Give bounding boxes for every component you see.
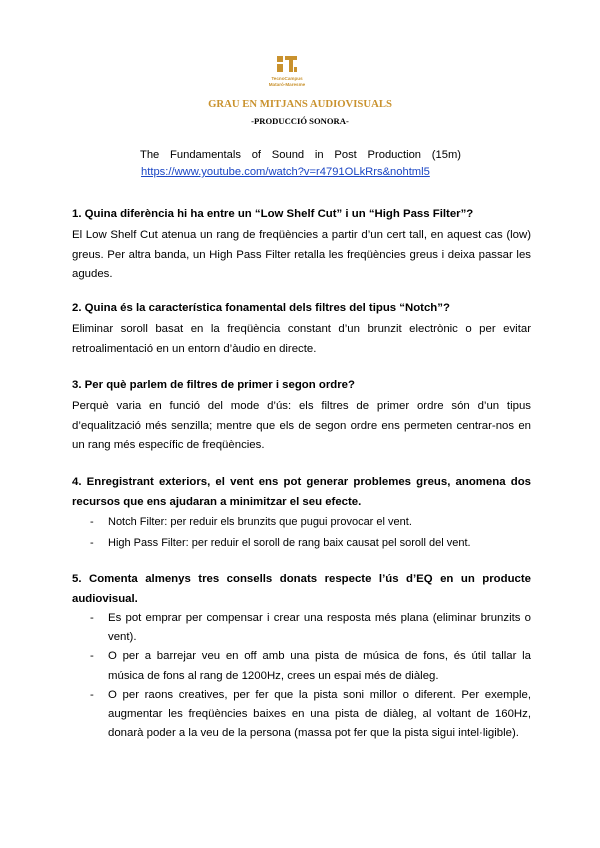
question-heading-line: recursos que ens ajudaran a minimitzar el seu efecte. <box>72 495 362 508</box>
answer-line: El Low Shelf Cut atenua un rang de freqüències a partir d’un cert tall, en aquest cas (low) <box>72 229 531 241</box>
question-4 <box>72 473 531 554</box>
tecnocampus-logo-mark <box>277 56 297 72</box>
video-link[interactable]: https://www.youtube.com/watch?v=r4791OLkRrs&nohtml5 <box>141 166 430 178</box>
bullet-item <box>72 686 531 744</box>
question-heading-line: 1. Quina diferència hi ha entre un “Low Shelf Cut” i un “High Pass Filter”? <box>72 208 474 220</box>
bullet-marker: - <box>90 516 94 528</box>
question-1 <box>72 205 531 285</box>
bullet-line: vent). <box>108 631 137 644</box>
answer-line: Eliminar soroll basat en la freqüència constant d’un brunzit electrònic o per evitar <box>72 323 531 335</box>
answer <box>72 226 531 285</box>
subject-subtitle: -PRODUCCIÓ SONORA- <box>251 116 349 126</box>
bullet-line: High Pass Filter: per reduir el soroll de rang baix causat pel soroll del vent. <box>108 537 471 549</box>
question-5 <box>72 570 531 743</box>
question-heading-line: audiovisual. <box>72 592 138 605</box>
bullet-marker: - <box>90 650 94 663</box>
answer <box>72 320 531 359</box>
bullet-item <box>72 512 531 533</box>
bullet-line: augmentar les freqüències baixes en una pista de diàleg, al voltant de 160Hz, <box>108 708 531 721</box>
logo-location: Mataró-Maresme <box>268 81 306 87</box>
question-heading-line: 2. Quina és la característica fonamental dels filtres del tipus “Notch”? <box>72 302 450 314</box>
bullet-line: Notch Filter: per reduir els brunzits que pugui provocar el vent. <box>108 516 412 528</box>
bullet-line: donarà poder a la veu de la persona (massa pot fer que la pista sigui intel·ligible). <box>108 727 519 740</box>
bullet-item <box>72 647 531 685</box>
answer-line: retroalimentació en un entorn d’àudio en directe. <box>72 342 317 355</box>
question-heading-line: 4. Enregistrant exteriors, el vent ens pot generar problemes greus, anomena dos <box>72 476 531 488</box>
video-title: The Fundamentals of Sound in Post Production (15m) <box>140 149 461 161</box>
logo-name: TecnoCampus <box>271 76 303 81</box>
bullet-line: O per raons creatives, per fer que la pista soni millor o diferent. Per exemple, <box>108 688 531 701</box>
bullet-marker: - <box>90 612 94 624</box>
answer-line: greus. Per altra banda, un High Pass Filter retalla les freqüències greus i deixa passar les <box>72 248 531 261</box>
bullet-line: música de fons al rang de 1200Hz, crees un espai més de diàleg. <box>108 669 439 682</box>
answer <box>72 397 531 456</box>
bullet-marker: - <box>90 688 94 701</box>
question-heading-line: 5. Comenta almenys tres consells donats respecte l’ús d’EQ en un producte <box>72 573 531 585</box>
degree-title: GRAU EN MITJANS AUDIOVISUALS <box>208 98 392 110</box>
bullet-line: O per a barrejar veu en off amb una pista de música de fons, és útil tallar la <box>108 650 531 663</box>
bullet-item <box>72 533 531 554</box>
bullet-line: Es pot emprar per compensar i crear una resposta més plana (eliminar brunzits o <box>108 612 531 624</box>
answer-line: d’equalització més senzilla; mentre que els de segon ordre ens permeten centrar-nos en <box>72 419 531 432</box>
answer-line: agudes. <box>72 268 113 280</box>
bullet-list <box>72 512 531 554</box>
answer-line: Perquè varia en funció del mode d’ús: els filtres de primer ordre són d’un tipus <box>72 400 531 412</box>
tecnocampus-logo <box>262 56 312 87</box>
question-2 <box>72 299 531 359</box>
answer-line: un rang més específic de freqüències. <box>72 439 265 451</box>
bullet-list <box>72 609 531 743</box>
question-heading-line: 3. Per què parlem de filtres de primer i segon ordre? <box>72 379 355 391</box>
bullet-item <box>72 609 531 647</box>
bullet-marker: - <box>90 537 94 549</box>
question-3 <box>72 376 531 456</box>
